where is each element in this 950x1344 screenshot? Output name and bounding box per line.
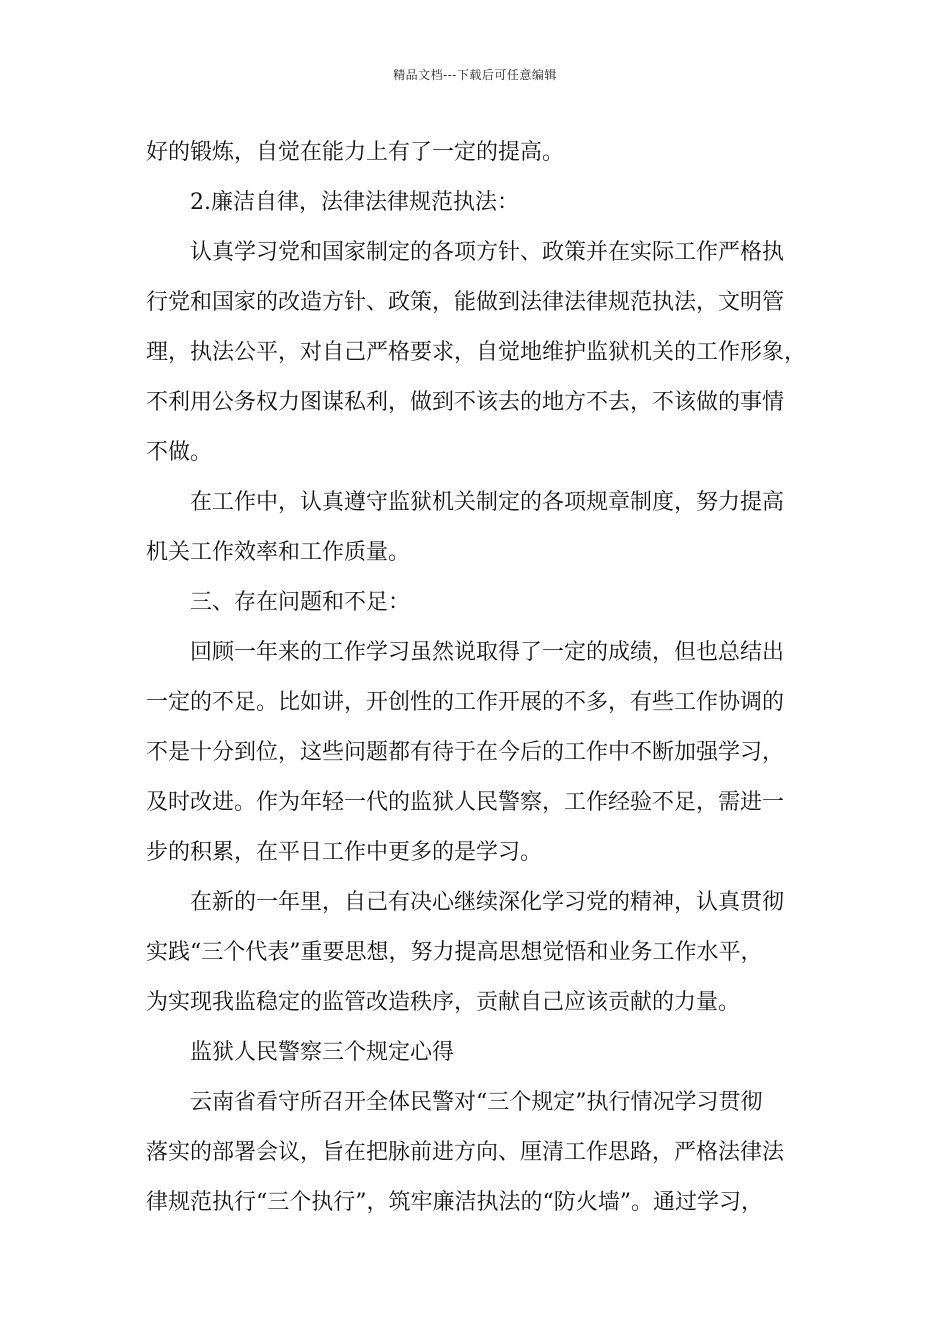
document-body — [146, 128, 816, 1228]
text-line: 回顾一年来的工作学习虽然说取得了一定的成绩，但也总结出 — [190, 640, 785, 665]
section-title: 监狱人民警察三个规定心得 — [190, 1040, 455, 1065]
text-line: 机关工作效率和工作质量。 — [146, 540, 411, 565]
text-line: 认真学习党和国家制定的各项方针、政策并在实际工作严格执 — [190, 240, 785, 265]
text-line: 在工作中，认真遵守监狱机关制定的各项规章制度，努力提高 — [190, 490, 785, 515]
text-line: 实践“三个代表”重要思想，努力提高思想觉悟和业务工作水平， — [146, 940, 763, 965]
text-line: 律规范执行“三个执行”，筑牢廉洁执法的“防火墙”。通过学习， — [146, 1190, 763, 1215]
section-heading: 2.廉洁自律，法律法律规范执法： — [190, 190, 519, 215]
section-heading: 三、存在问题和不足： — [190, 590, 411, 615]
text-line: 理，执法公平，对自己严格要求，自觉地维护监狱机关的工作形象， — [146, 340, 807, 365]
text-line: 不做。 — [146, 440, 213, 465]
page-header: 精品文档---下载后可任意编辑 — [393, 68, 557, 82]
text-line: 步的积累，在平日工作中更多的是学习。 — [146, 840, 543, 865]
text-line: 云南省看守所召开全体民警对“三个规定”执行情况学习贯彻 — [190, 1090, 763, 1115]
text-line: 为实现我监稳定的监管改造秩序，贡献自己应该贡献的力量。 — [146, 990, 741, 1015]
text-line: 行党和国家的改造方针、政策，能做到法律法律规范执法，文明管 — [146, 290, 785, 315]
text-line: 不利用公务权力图谋私利，做到不该去的地方不去，不该做的事情 — [146, 390, 785, 415]
text-line: 好的锻炼，自觉在能力上有了一定的提高。 — [146, 140, 565, 165]
text-line: 及时改进。作为年轻一代的监狱人民警察，工作经验不足，需进一 — [146, 790, 785, 815]
text-line: 落实的部署会议，旨在把脉前进方向、厘清工作思路，严格法律法 — [146, 1140, 785, 1165]
text-line: 在新的一年里，自己有决心继续深化学习党的精神，认真贯彻 — [190, 890, 785, 915]
text-line: 不是十分到位，这些问题都有待于在今后的工作中不断加强学习， — [146, 740, 785, 765]
text-line: 一定的不足。比如讲，开创性的工作开展的不多，有些工作协调的 — [146, 690, 785, 715]
